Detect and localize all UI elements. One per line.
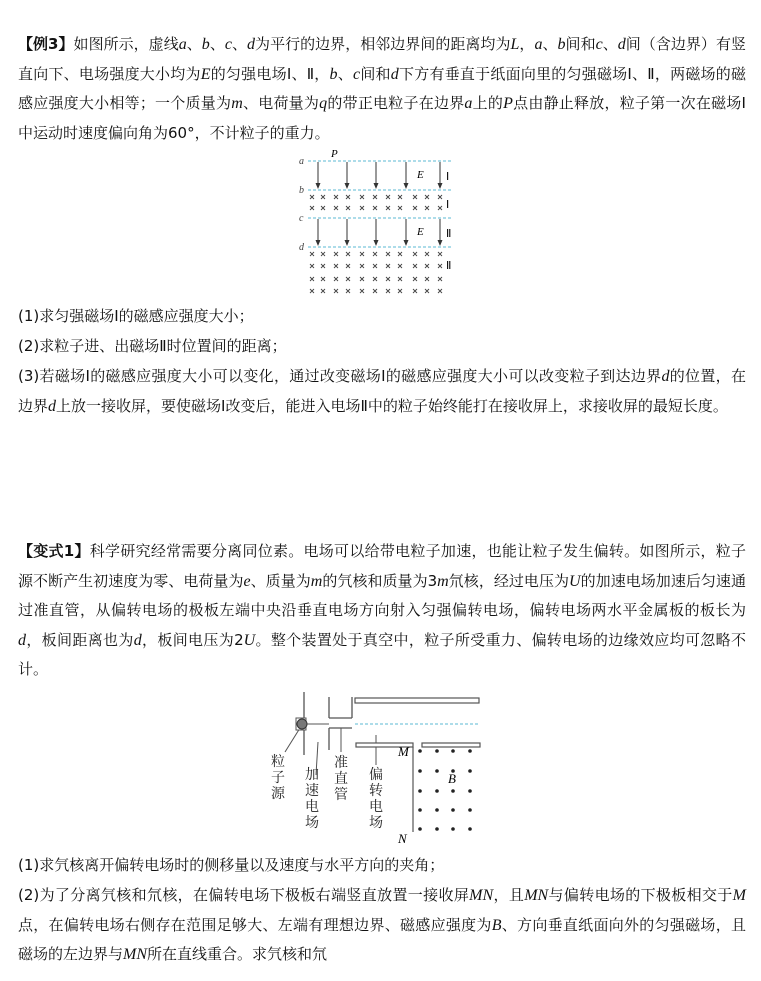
field-into-page-cross xyxy=(398,206,402,210)
field-into-page-cross xyxy=(310,277,314,281)
boundary-label: c xyxy=(299,213,304,224)
text-segment: 下方有垂直于纸面向里的匀强磁场Ⅰ、Ⅱ，两磁场的磁感应强度大小相等；一个质量为 xyxy=(18,64,746,112)
field-out-of-page-dot xyxy=(468,789,472,793)
field-into-page-cross xyxy=(386,252,390,256)
arrowhead xyxy=(404,183,409,189)
math-variable: m xyxy=(231,95,243,112)
math-variable: P xyxy=(503,95,513,112)
question-1 xyxy=(18,302,746,332)
field-into-page-cross xyxy=(438,289,442,293)
field-into-page-cross xyxy=(386,264,390,268)
field-out-of-page-dot xyxy=(435,808,439,812)
math-variable: a xyxy=(464,95,473,112)
math-variable: a xyxy=(178,36,187,53)
field-into-page-cross xyxy=(438,264,442,268)
field-into-page-cross xyxy=(398,289,402,293)
field-out-of-page-dot xyxy=(418,789,422,793)
text-segment: (1)求匀强磁场Ⅰ的磁感应强度大小； xyxy=(18,307,254,325)
math-variable: MN xyxy=(123,946,148,963)
field-into-page-cross xyxy=(334,252,338,256)
field-into-page-cross xyxy=(334,195,338,199)
field-into-page-cross xyxy=(360,252,364,256)
field-into-page-cross xyxy=(386,195,390,199)
upper-deflect-plate xyxy=(355,698,479,703)
field-out-of-page-dot xyxy=(418,827,422,831)
field-into-page-cross xyxy=(425,206,429,210)
text-segment: ，且 xyxy=(493,886,525,904)
text-segment: 如图所示，虚线 xyxy=(73,35,179,53)
field-into-page-cross xyxy=(373,252,377,256)
field-out-of-page-dot xyxy=(468,827,472,831)
math-variable: d xyxy=(617,36,626,53)
arrowhead xyxy=(316,183,321,189)
text-segment: 、 xyxy=(186,35,202,53)
field-out-of-page-dot xyxy=(451,808,455,812)
field-into-page-cross xyxy=(321,195,325,199)
label-collimator: 准 直 管 xyxy=(334,755,348,803)
field-into-page-cross xyxy=(310,289,314,293)
field-into-page-cross xyxy=(373,195,377,199)
field-into-page-cross xyxy=(425,289,429,293)
label-accel-field: 加 速 电 场 xyxy=(305,767,319,831)
region-II-label: Ⅱ xyxy=(446,228,452,240)
text-segment: 、 xyxy=(231,35,248,53)
math-variable: a xyxy=(534,36,543,53)
field-out-of-page-dot xyxy=(468,769,472,773)
text-segment: 。整个装置处于真空中，粒子所受重力、偏转电场的边缘效应均可忽略不计。 xyxy=(18,630,746,678)
field-E-label: E xyxy=(417,169,424,181)
math-variable: B xyxy=(491,916,502,934)
text-segment: 的加速电场加速后匀速通过准直管，从偏转电场的极板左端中央沿垂直电场方向射入匀强偏转电场，偏转电场两水平金属板的板长为 xyxy=(18,571,746,619)
label-deflect-field: 偏 转 电 场 xyxy=(369,767,383,831)
field-into-page-cross xyxy=(373,206,377,210)
field-into-page-cross xyxy=(386,289,390,293)
field-E-label: E xyxy=(417,226,424,238)
text-segment: 科学研究经常需要分离同位素。电场可以给带电粒子加速，也能让粒子发生偏转。如图所示，粒子源不断产生初速度为零、电荷量为 xyxy=(18,542,746,590)
math-variable: m xyxy=(437,572,449,590)
text-segment: (3)若磁场Ⅰ的磁感应强度大小可以变化，通过改变磁场Ⅰ的磁感应强度大小可以改变粒子到达边界 xyxy=(18,367,662,385)
field-into-page-cross xyxy=(398,264,402,268)
text-segment: 间和 xyxy=(565,35,596,53)
math-variable: M xyxy=(732,887,746,904)
text-segment: ， xyxy=(519,35,535,53)
field-into-page-cross xyxy=(334,289,338,293)
math-variable: c xyxy=(595,36,603,53)
boundary-label: a xyxy=(299,156,304,167)
field-into-page-cross xyxy=(438,195,442,199)
field-into-page-cross xyxy=(425,264,429,268)
problem-tag: 【变式1】 xyxy=(18,542,90,560)
field-into-page-cross xyxy=(321,289,325,293)
magnetic-boundary-plate xyxy=(422,743,480,747)
field-into-page-cross xyxy=(386,206,390,210)
field-into-page-cross xyxy=(413,252,417,256)
field-into-page-cross xyxy=(334,277,338,281)
arrowhead xyxy=(345,183,350,189)
text-segment: 、质量为 xyxy=(250,571,311,590)
field-into-page-cross xyxy=(321,252,325,256)
text-segment: 、 xyxy=(542,35,558,53)
arrowhead xyxy=(316,240,321,246)
text-segment: (1)求氕核离开偏转电场时的侧移量以及速度与水平方向的夹角； xyxy=(18,856,445,874)
field-into-page-cross xyxy=(321,277,325,281)
field-into-page-cross xyxy=(425,277,429,281)
arrowhead xyxy=(438,183,443,189)
text-segment: 点由静止释放，粒子第一次在磁场Ⅰ中运动时速度偏向角为60°，不计粒子的重力。 xyxy=(18,94,746,142)
math-variable: d xyxy=(661,368,670,385)
math-variable: c xyxy=(224,36,232,53)
field-into-page-cross xyxy=(310,252,314,256)
math-variable: c xyxy=(353,65,361,83)
field-into-page-cross xyxy=(346,264,350,268)
field-out-of-page-dot xyxy=(468,808,472,812)
field-into-page-cross xyxy=(360,206,364,210)
text-segment: 间（含边界）有竖直向下、电场强度大小均为 xyxy=(18,35,746,83)
text-segment: 、 xyxy=(209,35,225,53)
region-I-label: Ⅰ xyxy=(446,171,450,183)
math-variable: MN xyxy=(524,887,549,904)
field-out-of-page-dot xyxy=(418,749,422,753)
field-out-of-page-dot xyxy=(435,769,439,773)
field-into-page-cross xyxy=(360,289,364,293)
arrowhead xyxy=(374,240,379,246)
math-variable: b xyxy=(557,36,566,53)
math-variable: d xyxy=(18,631,26,649)
region-II-label: Ⅱ xyxy=(446,260,452,272)
label-source: 粒 子 源 xyxy=(271,754,285,802)
text-segment: 的位置，在边界 xyxy=(18,367,746,415)
field-into-page-cross xyxy=(438,206,442,210)
arrowhead xyxy=(345,240,350,246)
field-into-page-cross xyxy=(360,264,364,268)
math-variable: E xyxy=(200,65,211,83)
field-into-page-cross xyxy=(360,277,364,281)
variant-question-2 xyxy=(18,881,746,970)
text-segment: (2)求粒子进、出磁场Ⅱ时位置间的距离； xyxy=(18,337,287,355)
field-into-page-cross xyxy=(413,264,417,268)
text-segment: 上放一接收屏，要使磁场Ⅰ改变后，能进入电场Ⅱ中的粒子始终能打在接收屏上，求接收屏的最短长度。 xyxy=(56,396,728,415)
math-variable: e xyxy=(243,572,251,590)
text-segment: 、 xyxy=(602,35,618,53)
text-segment: 点，在偏转电场右侧存在范围足够大、左端有理想边界、磁感应强度为 xyxy=(18,915,492,934)
math-variable: d xyxy=(48,397,57,415)
boundary-label: b xyxy=(299,185,304,196)
text-segment: 的匀强电场Ⅰ、Ⅱ， xyxy=(210,64,330,83)
field-into-page-cross xyxy=(321,264,325,268)
text-segment: 、电荷量为 xyxy=(242,94,320,112)
math-variable: d xyxy=(133,631,142,649)
arrowhead xyxy=(438,240,443,246)
math-variable: q xyxy=(319,95,328,112)
point-P-label: P xyxy=(331,148,338,160)
field-out-of-page-dot xyxy=(435,827,439,831)
field-into-page-cross xyxy=(398,277,402,281)
label-B: B xyxy=(448,771,456,786)
problem-tag: 【例3】 xyxy=(18,35,74,53)
field-out-of-page-dot xyxy=(451,827,455,831)
math-variable: d xyxy=(390,65,399,83)
field-into-page-cross xyxy=(386,277,390,281)
field-into-page-cross xyxy=(346,289,350,293)
field-into-page-cross xyxy=(398,252,402,256)
field-into-page-cross xyxy=(373,264,377,268)
text-segment: 的带正电粒子在边界 xyxy=(327,94,465,112)
text-segment: 氘核，经过电压为 xyxy=(448,571,570,590)
field-into-page-cross xyxy=(310,264,314,268)
field-into-page-cross xyxy=(334,206,338,210)
field-out-of-page-dot xyxy=(451,749,455,753)
field-into-page-cross xyxy=(425,195,429,199)
math-variable: U xyxy=(569,572,581,590)
arrowhead xyxy=(374,183,379,189)
field-into-page-cross xyxy=(438,277,442,281)
field-into-page-cross xyxy=(360,195,364,199)
variant1-intro xyxy=(18,537,746,685)
field-into-page-cross xyxy=(413,277,417,281)
field-into-page-cross xyxy=(438,252,442,256)
text-segment: 、方向垂直纸面向外的匀强磁场，且磁场的左边界与 xyxy=(18,915,746,963)
field-out-of-page-dot xyxy=(435,749,439,753)
field-out-of-page-dot xyxy=(451,789,455,793)
math-variable: b xyxy=(201,36,210,53)
field-into-page-cross xyxy=(310,206,314,210)
math-variable: U xyxy=(243,631,256,649)
label-M: M xyxy=(398,744,409,759)
variant-question-1 xyxy=(18,851,746,881)
field-into-page-cross xyxy=(413,195,417,199)
field-into-page-cross xyxy=(413,206,417,210)
math-variable: m xyxy=(310,572,323,590)
field-into-page-cross xyxy=(346,252,350,256)
field-into-page-cross xyxy=(346,206,350,210)
field-into-page-cross xyxy=(373,289,377,293)
field-into-page-cross xyxy=(321,206,325,210)
particle-source xyxy=(297,719,307,729)
field-into-page-cross xyxy=(346,277,350,281)
text-segment: ，板间距离也为 xyxy=(26,630,134,649)
math-variable: MN xyxy=(469,887,494,904)
question-3 xyxy=(18,362,746,421)
field-out-of-page-dot xyxy=(418,808,422,812)
boundary-label: d xyxy=(299,242,304,253)
label-N: N xyxy=(398,831,407,846)
arrowhead xyxy=(404,240,409,246)
field-into-page-cross xyxy=(334,264,338,268)
figure-1 xyxy=(299,148,452,293)
field-into-page-cross xyxy=(413,289,417,293)
source-leader xyxy=(285,728,300,752)
question-2 xyxy=(18,332,746,362)
region-I-label: Ⅰ xyxy=(446,199,450,211)
field-into-page-cross xyxy=(310,195,314,199)
text-segment: 、 xyxy=(337,64,353,83)
text-segment: (2)为了分离氕核和氘核，在偏转电场下极板右端竖直放置一接收屏 xyxy=(18,886,470,904)
field-into-page-cross xyxy=(373,277,377,281)
field-out-of-page-dot xyxy=(435,789,439,793)
text-segment: 所在直线重合。求氕核和氘 xyxy=(147,945,328,963)
field-into-page-cross xyxy=(425,252,429,256)
text-segment: 与偏转电场的下极板相交于 xyxy=(548,886,733,904)
text-segment: 上的 xyxy=(472,94,504,112)
text-segment: 间和 xyxy=(360,64,391,83)
field-out-of-page-dot xyxy=(418,769,422,773)
text-segment: ，板间电压为2 xyxy=(141,630,244,649)
field-into-page-cross xyxy=(346,195,350,199)
math-variable: L xyxy=(510,36,520,53)
math-variable: d xyxy=(247,36,256,53)
field-out-of-page-dot xyxy=(468,749,472,753)
field-into-page-cross xyxy=(398,195,402,199)
math-variable: b xyxy=(329,65,338,83)
text-segment: 的氕核和质量为3 xyxy=(322,571,438,590)
text-segment: 为平行的边界，相邻边界间的距离均为 xyxy=(255,35,511,53)
